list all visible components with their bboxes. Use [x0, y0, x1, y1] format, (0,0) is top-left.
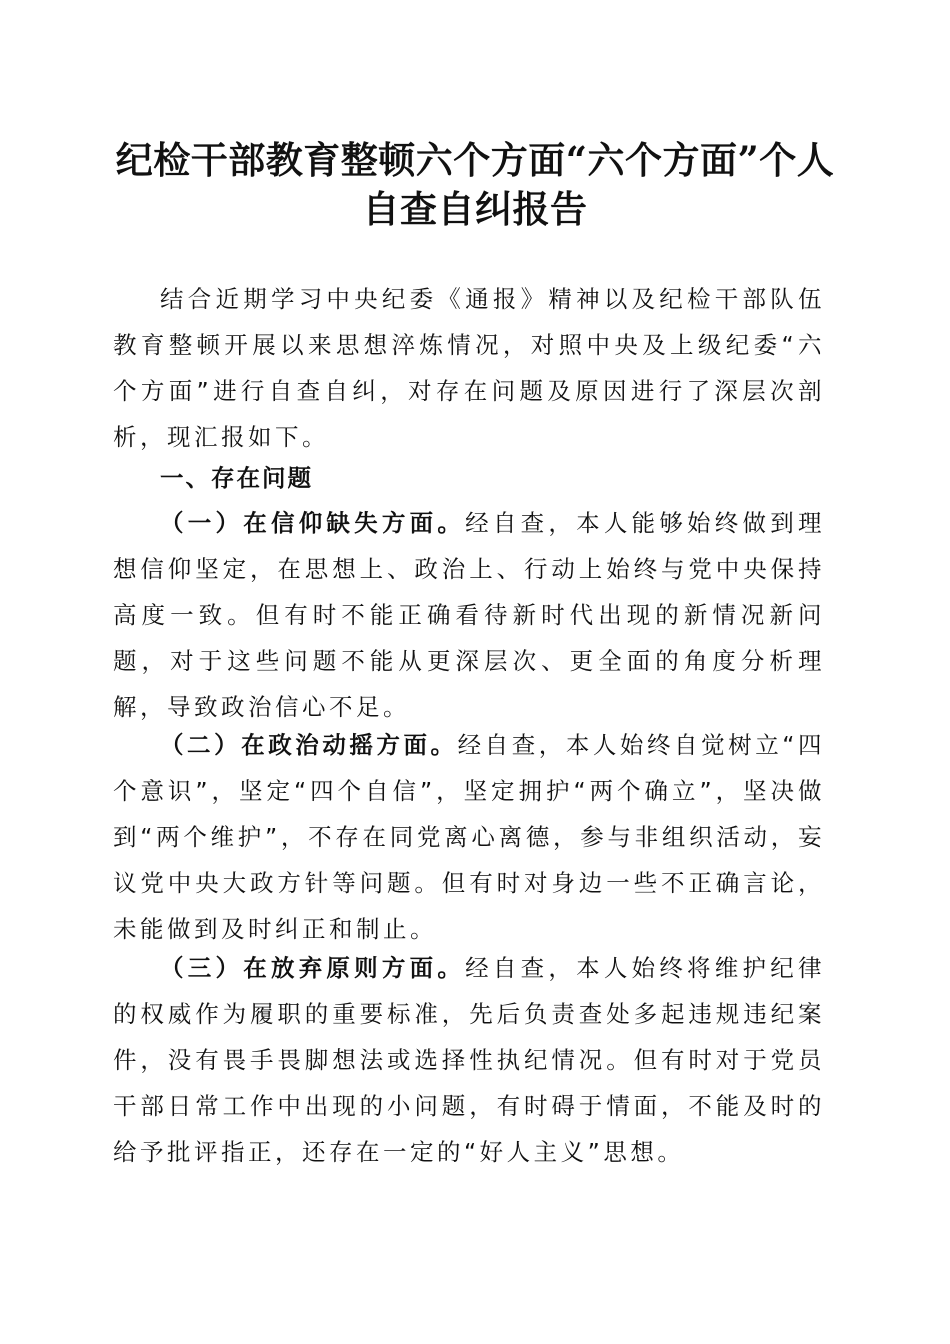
problem-paragraph [113, 945, 825, 1175]
problem-paragraph [113, 500, 825, 730]
problem-lead: （二）在政治动摇方面。 [160, 731, 458, 759]
problem-item-2 [113, 722, 825, 952]
problem-item-1 [113, 500, 825, 730]
problem-lead: （三）在放弃原则方面。 [160, 954, 466, 982]
document-title-line-2: 自查自纠报告 [362, 187, 588, 231]
problem-paragraph [113, 722, 825, 952]
intro-section [113, 276, 825, 460]
document-title-line-1: 纪检干部教育整顿六个方面“六个方面”个人 [115, 138, 835, 182]
problem-text: 经自查，本人始终自觉树立“四个意识”，坚定“四个自信”，坚定拥护“两个确立”，坚决做到“两个维护”，不存在同党离心离德，参与非组织活动，妄议党中央大政方针等问题。但有时对身边一些不正确言论，未能做到及时纠正和制止。 [113, 731, 825, 943]
intro-paragraph: 结合近期学习中央纪委《通报》精神以及纪检干部队伍教育整顿开展以来思想淬炼情况，对照中央及上级纪委“六个方面”进行自查自纠，对存在问题及原因进行了深层次剖析，现汇报如下。 [113, 285, 825, 451]
problem-item-3 [113, 945, 825, 1175]
section-heading-block [113, 455, 825, 501]
section-heading-problems: 一、存在问题 [160, 464, 313, 492]
problem-lead: （一）在信仰缺失方面。 [160, 509, 466, 537]
problem-text: 经自查，本人能够始终做到理想信仰坚定，在思想上、政治上、行动上始终与党中央保持高度一致。但有时不能正确看待新时代出现的新情况新问题，对于这些问题不能从更深层次、更全面的角度分析理解，导致政治信心不足。 [113, 509, 826, 721]
problem-text: 经自查，本人始终将维护纪律的权威作为履职的重要标准，先后负责查处多起违规违纪案件，没有畏手畏脚想法或选择性执纪情况。但有时对于党员干部日常工作中出现的小问题，有时碍于情面，不能及时的给予批评指正，还存在一定的“好人主义”思想。 [113, 954, 826, 1166]
